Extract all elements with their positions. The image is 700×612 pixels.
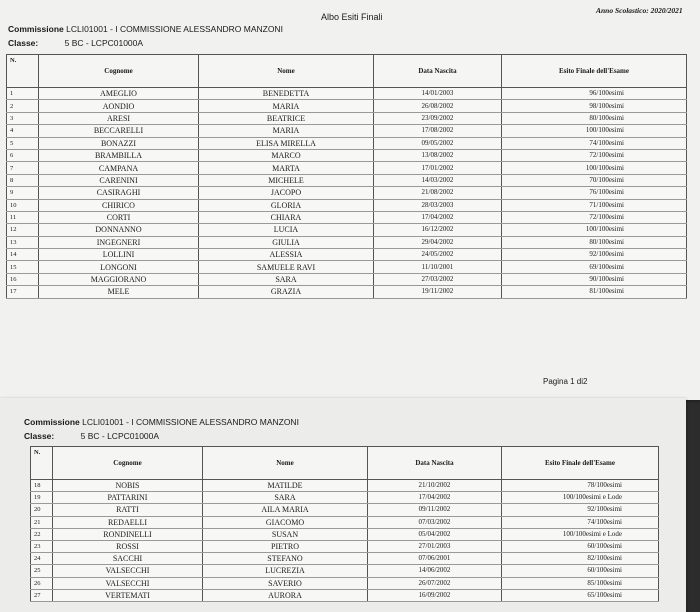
cell-nome: BENEDETTA: [199, 88, 374, 100]
cell-data-nascita: 26/07/2002: [368, 577, 502, 589]
cell-data-nascita: 14/01/2003: [374, 88, 502, 100]
table-row: [7, 286, 687, 298]
table-row: [7, 88, 687, 100]
document-title: Albo Esiti Finali: [321, 12, 383, 22]
table-row: [7, 224, 687, 236]
cell-esito: 100/100esimi e Lode: [502, 492, 659, 504]
table-row: [31, 540, 659, 552]
class-label-2: Classe:: [24, 431, 55, 441]
cell-nome: SARA: [203, 492, 368, 504]
cell-esito: 90/100esimi: [502, 273, 687, 285]
results-table-body: [7, 88, 687, 299]
cell-cognome: NOBIS: [53, 480, 203, 492]
cell-nome: LUCIA: [199, 224, 374, 236]
cell-cognome: VALSECCHI: [53, 565, 203, 577]
cell-cognome: AMEGLIO: [39, 88, 199, 100]
results-table: [6, 54, 687, 299]
cell-esito: 72/100esimi: [502, 149, 687, 161]
cell-cognome: PATTARINI: [53, 492, 203, 504]
cell-nome: AILA MARIA: [203, 504, 368, 516]
cell-number: 7: [7, 162, 39, 174]
cell-data-nascita: 16/09/2002: [368, 589, 502, 601]
class-value-2: 5 BC - LCPC01000A: [80, 431, 160, 441]
cell-nome: CHIARA: [199, 211, 374, 223]
cell-number: 2: [7, 100, 39, 112]
cell-number: 3: [7, 112, 39, 124]
cell-cognome: BECCARELLI: [39, 125, 199, 137]
cell-cognome: VERTEMATI: [53, 589, 203, 601]
table-header-row: [7, 55, 687, 88]
table-row: [31, 565, 659, 577]
cell-esito: 92/100esimi: [502, 504, 659, 516]
col-header-esito: Esito Finale dell'Esame: [502, 55, 687, 88]
cell-data-nascita: 24/05/2002: [374, 249, 502, 261]
cell-cognome: MELE: [39, 286, 199, 298]
table-row: [31, 480, 659, 492]
col-header-n-2: N.: [31, 447, 53, 480]
table-row: [7, 100, 687, 112]
commission-line-2: [24, 417, 299, 427]
cell-nome: LUCREZIA: [203, 565, 368, 577]
class-label: Classe:: [8, 38, 39, 48]
cell-data-nascita: 07/06/2001: [368, 553, 502, 565]
results-table-2: [30, 446, 659, 602]
col-header-n: N.: [7, 55, 39, 88]
col-header-cognome-2: Cognome: [53, 447, 203, 480]
table-row: [31, 492, 659, 504]
cell-number: 18: [31, 480, 53, 492]
results-table-body-2: [31, 480, 659, 602]
table-row: [31, 504, 659, 516]
cell-cognome: DONNANNO: [39, 224, 199, 236]
cell-esito: 60/100esimi: [502, 565, 659, 577]
cell-cognome: REDAELLI: [53, 516, 203, 528]
cell-data-nascita: 26/08/2002: [374, 100, 502, 112]
cell-cognome: CAMPANA: [39, 162, 199, 174]
col-header-cognome: Cognome: [39, 55, 199, 88]
table-row: [7, 137, 687, 149]
class-line-2: [24, 431, 159, 441]
table-row: [7, 149, 687, 161]
cell-cognome: SACCHI: [53, 553, 203, 565]
cell-cognome: CORTI: [39, 211, 199, 223]
table-row: [31, 528, 659, 540]
cell-esito: 98/100esimi: [502, 100, 687, 112]
cell-esito: 100/100esimi: [502, 224, 687, 236]
cell-cognome: MAGGIORANO: [39, 273, 199, 285]
cell-number: 11: [7, 211, 39, 223]
cell-nome: SARA: [199, 273, 374, 285]
commission-value-2: LCLI01001 - I COMMISSIONE ALESSANDRO MANZONI: [82, 417, 299, 427]
cell-cognome: RONDINELLI: [53, 528, 203, 540]
cell-data-nascita: 28/03/2003: [374, 199, 502, 211]
class-line: [8, 38, 143, 48]
cell-cognome: AONDIO: [39, 100, 199, 112]
cell-nome: MARTA: [199, 162, 374, 174]
cell-number: 4: [7, 125, 39, 137]
cell-nome: GIACOMO: [203, 516, 368, 528]
commission-line: [8, 24, 283, 34]
cell-nome: GRAZIA: [199, 286, 374, 298]
cell-number: 6: [7, 149, 39, 161]
commission-label-2: Commissione: [24, 417, 80, 427]
cell-data-nascita: 29/04/2002: [374, 236, 502, 248]
cell-number: 10: [7, 199, 39, 211]
cell-data-nascita: 13/08/2002: [374, 149, 502, 161]
cell-esito: 100/100esimi e Lode: [502, 528, 659, 540]
cell-data-nascita: 23/09/2002: [374, 112, 502, 124]
table-header-row-2: [31, 447, 659, 480]
cell-nome: MATILDE: [203, 480, 368, 492]
table-row: [7, 236, 687, 248]
cell-esito: 92/100esimi: [502, 249, 687, 261]
cell-data-nascita: 17/08/2002: [374, 125, 502, 137]
table-row: [31, 516, 659, 528]
table-row: [31, 553, 659, 565]
cell-esito: 71/100esimi: [502, 199, 687, 211]
table-row: [7, 273, 687, 285]
col-header-data-nascita-2: Data Nascita: [368, 447, 502, 480]
cell-esito: 85/100esimi: [502, 577, 659, 589]
cell-nome: GIULIA: [199, 236, 374, 248]
cell-data-nascita: 14/06/2002: [368, 565, 502, 577]
cell-nome: ELISA MIRELLA: [199, 137, 374, 149]
cell-data-nascita: 21/08/2002: [374, 187, 502, 199]
cell-cognome: INGEGNERI: [39, 236, 199, 248]
cell-data-nascita: 21/10/2002: [368, 480, 502, 492]
cell-esito: 65/100esimi: [502, 589, 659, 601]
cell-nome: SUSAN: [203, 528, 368, 540]
cell-number: 12: [7, 224, 39, 236]
col-header-data-nascita: Data Nascita: [374, 55, 502, 88]
cell-number: 26: [31, 577, 53, 589]
cell-number: 21: [31, 516, 53, 528]
cell-esito: 78/100esimi: [502, 480, 659, 492]
table-row: [7, 187, 687, 199]
cell-number: 17: [7, 286, 39, 298]
cell-esito: 82/100esimi: [502, 553, 659, 565]
cell-nome: MICHELE: [199, 174, 374, 186]
cell-data-nascita: 09/11/2002: [368, 504, 502, 516]
table-row: [7, 112, 687, 124]
cell-data-nascita: 16/12/2002: [374, 224, 502, 236]
school-year: Anno Scolastico: 2020/2021: [596, 6, 683, 15]
table-row: [7, 174, 687, 186]
cell-number: 24: [31, 553, 53, 565]
cell-number: 23: [31, 540, 53, 552]
table-row: [7, 261, 687, 273]
cell-esito: 96/100esimi: [502, 88, 687, 100]
commission-label: Commissione: [8, 24, 64, 34]
cell-esito: 70/100esimi: [502, 174, 687, 186]
cell-data-nascita: 27/01/2003: [368, 540, 502, 552]
cell-number: 9: [7, 187, 39, 199]
cell-data-nascita: 27/03/2002: [374, 273, 502, 285]
cell-number: 15: [7, 261, 39, 273]
cell-cognome: CARENINI: [39, 174, 199, 186]
cell-nome: STEFANO: [203, 553, 368, 565]
cell-cognome: BONAZZI: [39, 137, 199, 149]
cell-esito: 69/100esimi: [502, 261, 687, 273]
cell-data-nascita: 14/03/2002: [374, 174, 502, 186]
table-row: [7, 249, 687, 261]
cell-data-nascita: 17/01/2002: [374, 162, 502, 174]
cell-esito: 74/100esimi: [502, 516, 659, 528]
cell-nome: GLORIA: [199, 199, 374, 211]
cell-nome: MARCO: [199, 149, 374, 161]
cell-cognome: CHIRICO: [39, 199, 199, 211]
cell-esito: 72/100esimi: [502, 211, 687, 223]
cell-data-nascita: 09/05/2002: [374, 137, 502, 149]
col-header-esito-2: Esito Finale dell'Esame: [502, 447, 659, 480]
table-row: [7, 125, 687, 137]
cell-number: 19: [31, 492, 53, 504]
cell-nome: JACOPO: [199, 187, 374, 199]
cell-number: 27: [31, 589, 53, 601]
col-header-nome-2: Nome: [203, 447, 368, 480]
cell-number: 16: [7, 273, 39, 285]
cell-cognome: VALSECCHI: [53, 577, 203, 589]
cell-cognome: RATTI: [53, 504, 203, 516]
cell-nome: AURORA: [203, 589, 368, 601]
table-row: [7, 162, 687, 174]
cell-esito: 100/100esimi: [502, 162, 687, 174]
cell-data-nascita: 11/10/2001: [374, 261, 502, 273]
cell-cognome: LOLLINI: [39, 249, 199, 261]
cell-esito: 74/100esimi: [502, 137, 687, 149]
table-row: [31, 577, 659, 589]
commission-value: LCLI01001 - I COMMISSIONE ALESSANDRO MANZONI: [66, 24, 283, 34]
cell-cognome: ARESI: [39, 112, 199, 124]
page-indicator: Pagina 1 di2: [543, 377, 588, 386]
cell-number: 1: [7, 88, 39, 100]
cell-number: 20: [31, 504, 53, 516]
cell-nome: ALESSIA: [199, 249, 374, 261]
cell-data-nascita: 17/04/2002: [368, 492, 502, 504]
cell-esito: 100/100esimi: [502, 125, 687, 137]
cell-cognome: LONGONI: [39, 261, 199, 273]
cell-number: 22: [31, 528, 53, 540]
cell-data-nascita: 19/11/2002: [374, 286, 502, 298]
cell-nome: SAVERIO: [203, 577, 368, 589]
table-row: [7, 199, 687, 211]
col-header-nome: Nome: [199, 55, 374, 88]
cell-esito: 80/100esimi: [502, 236, 687, 248]
cell-data-nascita: 07/03/2002: [368, 516, 502, 528]
cell-esito: 81/100esimi: [502, 286, 687, 298]
cell-esito: 76/100esimi: [502, 187, 687, 199]
table-row: [7, 211, 687, 223]
cell-nome: SAMUELE RAVI: [199, 261, 374, 273]
document-page-2: [0, 398, 686, 612]
cell-number: 14: [7, 249, 39, 261]
cell-cognome: BRAMBILLA: [39, 149, 199, 161]
cell-cognome: CASIRAGHI: [39, 187, 199, 199]
cell-esito: 60/100esimi: [502, 540, 659, 552]
cell-nome: PIETRO: [203, 540, 368, 552]
cell-data-nascita: 05/04/2002: [368, 528, 502, 540]
cell-number: 5: [7, 137, 39, 149]
class-value: 5 BC - LCPC01000A: [64, 38, 144, 48]
cell-number: 8: [7, 174, 39, 186]
cell-cognome: ROSSI: [53, 540, 203, 552]
cell-data-nascita: 17/04/2002: [374, 211, 502, 223]
cell-esito: 80/100esimi: [502, 112, 687, 124]
cell-nome: MARIA: [199, 100, 374, 112]
cell-number: 25: [31, 565, 53, 577]
cell-nome: BEATRICE: [199, 112, 374, 124]
table-row: [31, 589, 659, 601]
cell-number: 13: [7, 236, 39, 248]
cell-nome: MARIA: [199, 125, 374, 137]
